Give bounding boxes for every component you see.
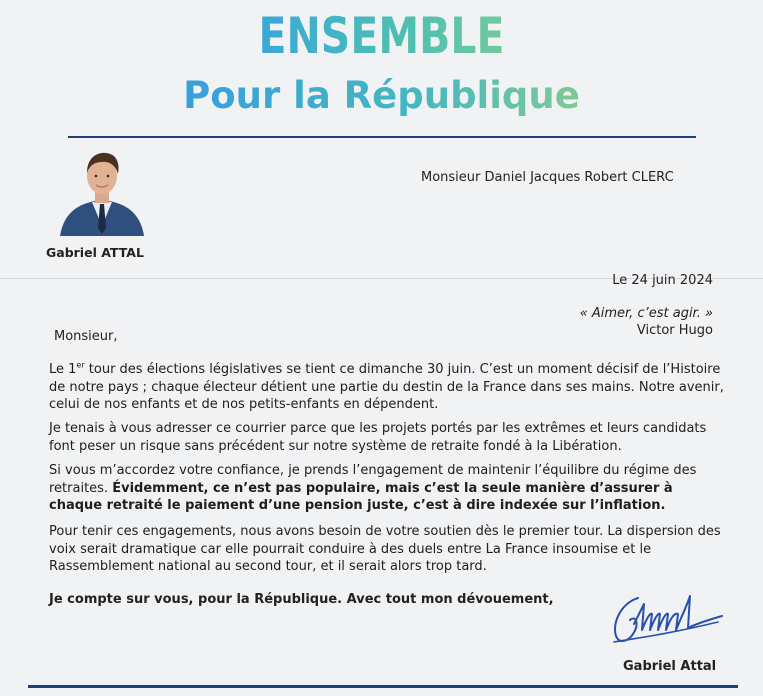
paragraph-1-rest: tour des élections législatives se tient ce dimanche 30 juin. C’est un moment décisif de l’Histoire de notre pays ; chaque électeur détient une partie du destin de la France dans ses mains. Notre avenir, celui de nos enfants et de nos petits-enfants en dépendent. bbox=[49, 362, 724, 412]
footer-divider bbox=[28, 685, 738, 688]
paragraph-1 bbox=[49, 361, 729, 414]
brand-title: ENSEMBLE bbox=[69, 6, 695, 66]
paragraph-4: Pour tenir ces engagements, nous avons besoin de votre soutien dès le premier tour. La dispersion des voix serait dramatique car elle pourrait conduire à des duels entre La France insoumise et le Rassemblement national au second tour, et il serait alors trop tard. bbox=[49, 524, 721, 574]
ordinal-suffix: er bbox=[76, 360, 85, 370]
paragraph-3 bbox=[49, 462, 729, 515]
paragraph-3-bold: Évidemment, ce n’est pas populaire, mais c’est la seule manière d’assurer à chaque retraité le paiement d’une pension juste, c’est à dire indexée sur l’inflation. bbox=[49, 480, 673, 513]
epigraph-quote: « Aimer, c’est agir. » bbox=[579, 306, 713, 321]
closing-line: Je compte sur vous, pour la République. Avec tout mon dévouement, bbox=[49, 592, 554, 607]
paragraph-2: Je tenais à vous adresser ce courrier parce que les projets portés par les extrêmes et leurs candidats font peser un risque sans précédent sur notre système de retraite fondé à la Libération. bbox=[49, 421, 707, 454]
signer-name: Gabriel Attal bbox=[623, 659, 717, 674]
letter-date: Le 24 juin 2024 bbox=[612, 273, 713, 288]
brand-subtitle: Pour la République bbox=[0, 72, 763, 120]
epigraph-author: Victor Hugo bbox=[636, 323, 713, 338]
candidate-photo bbox=[54, 146, 150, 236]
candidate-name: Gabriel ATTAL bbox=[46, 245, 144, 260]
header-divider bbox=[68, 136, 696, 138]
paragraph-1-start: Le 1 bbox=[49, 362, 77, 377]
handwritten-signature bbox=[608, 590, 728, 650]
recipient-name: Monsieur Daniel Jacques Robert CLERC bbox=[421, 170, 674, 185]
salutation: Monsieur, bbox=[54, 329, 118, 344]
paragraph-3-text: Si vous m’accordez votre confiance, je prends l’engagement de maintenir l’équilibre du régime des retraites. bbox=[49, 463, 697, 496]
